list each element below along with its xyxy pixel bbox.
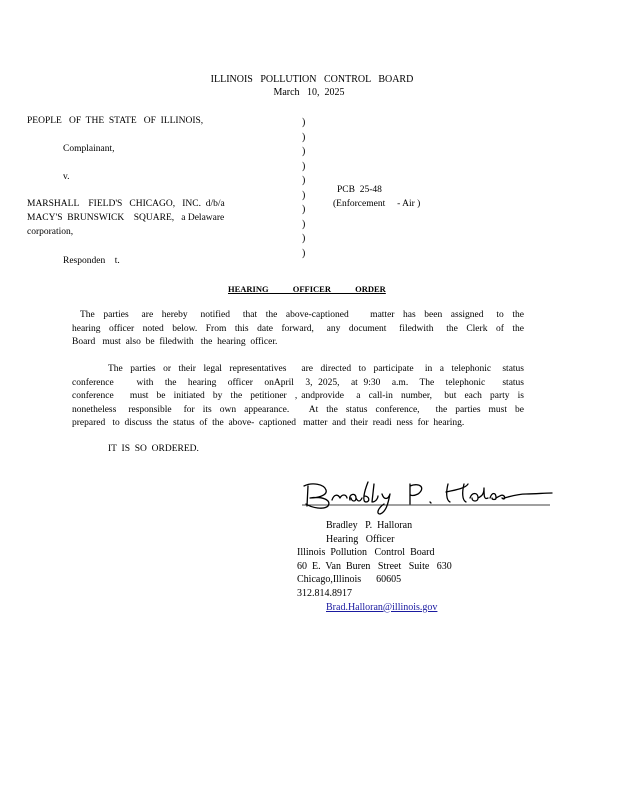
caption-parentheses: ) ) ) ) ) ) ) ) ) ) [302, 117, 306, 259]
paragraph-2-line: prepared to discuss the status of the above- captioned matter and their readi ness for hearing. [72, 418, 465, 428]
handwritten-signature [298, 478, 554, 518]
respondent-line-1: MARSHALL FIELD'S CHICAGO, INC. d/b/a [27, 199, 225, 209]
header [0, 73, 618, 99]
officer-email-link[interactable]: Brad.Halloran@illinois.gov [326, 601, 438, 613]
respondent-line-3: corporation, [27, 227, 74, 237]
paragraph-2-line: conference must be initiated by the petitioner , andprovide a call-in number, but each party is [72, 391, 524, 401]
paragraph-1-line: hearing officer noted below. From this date forward, any document filedwith the Clerk of the [72, 323, 524, 334]
paragraph-2 [72, 363, 524, 431]
officer-agency: Illinois Pollution Control Board [297, 547, 435, 559]
paragraph-2-line: conference with the hearing officer onApril 3, 2025, at 9:30 a.m. The telephonic status [72, 377, 524, 388]
signature-block [297, 519, 463, 614]
officer-title: Hearing Officer [326, 533, 395, 545]
paragraph-1-line: The parties are hereby notified that the above-captioned matter has been assigned to the [80, 310, 524, 320]
closing-statement: IT IS SO ORDERED. [108, 444, 199, 454]
officer-phone: 312.814.8917 [297, 587, 352, 599]
versus-label: v. [63, 172, 70, 182]
officer-city: Chicago,Illinois 60605 [297, 574, 402, 586]
paragraph-2-line: The parties or their legal representatives are directed to participate in a telephonic status [108, 364, 524, 374]
plaintiff-name: PEOPLE OF THE STATE OF ILLINOIS, [27, 116, 204, 126]
agency-heading: ILLINOIS POLLUTION CONTROL BOARD [210, 74, 414, 85]
respondent-role: Responden t. [63, 256, 120, 266]
respondent-line-2: MACY'S BRUNSWICK SQUARE, a Delaware [27, 213, 225, 223]
order-title: HEARING OFFICER ORDER [228, 284, 386, 294]
officer-street: 60 E. Van Buren Street Suite 630 [297, 560, 452, 572]
case-type: (Enforcement - Air ) [333, 199, 421, 209]
officer-name: Bradley P. Halloran [326, 520, 413, 531]
paragraph-1-line: Board must also be filedwith the hearing officer. [72, 337, 278, 347]
order-date: March 10, 2025 [273, 87, 345, 98]
paragraph-2-line: nonetheless responsible for its own appearance. At the status conference, the parties must be [72, 404, 524, 415]
case-number: PCB 25-48 [337, 185, 382, 195]
plaintiff-role: Complainant, [63, 144, 115, 154]
paragraph-1 [72, 309, 524, 350]
